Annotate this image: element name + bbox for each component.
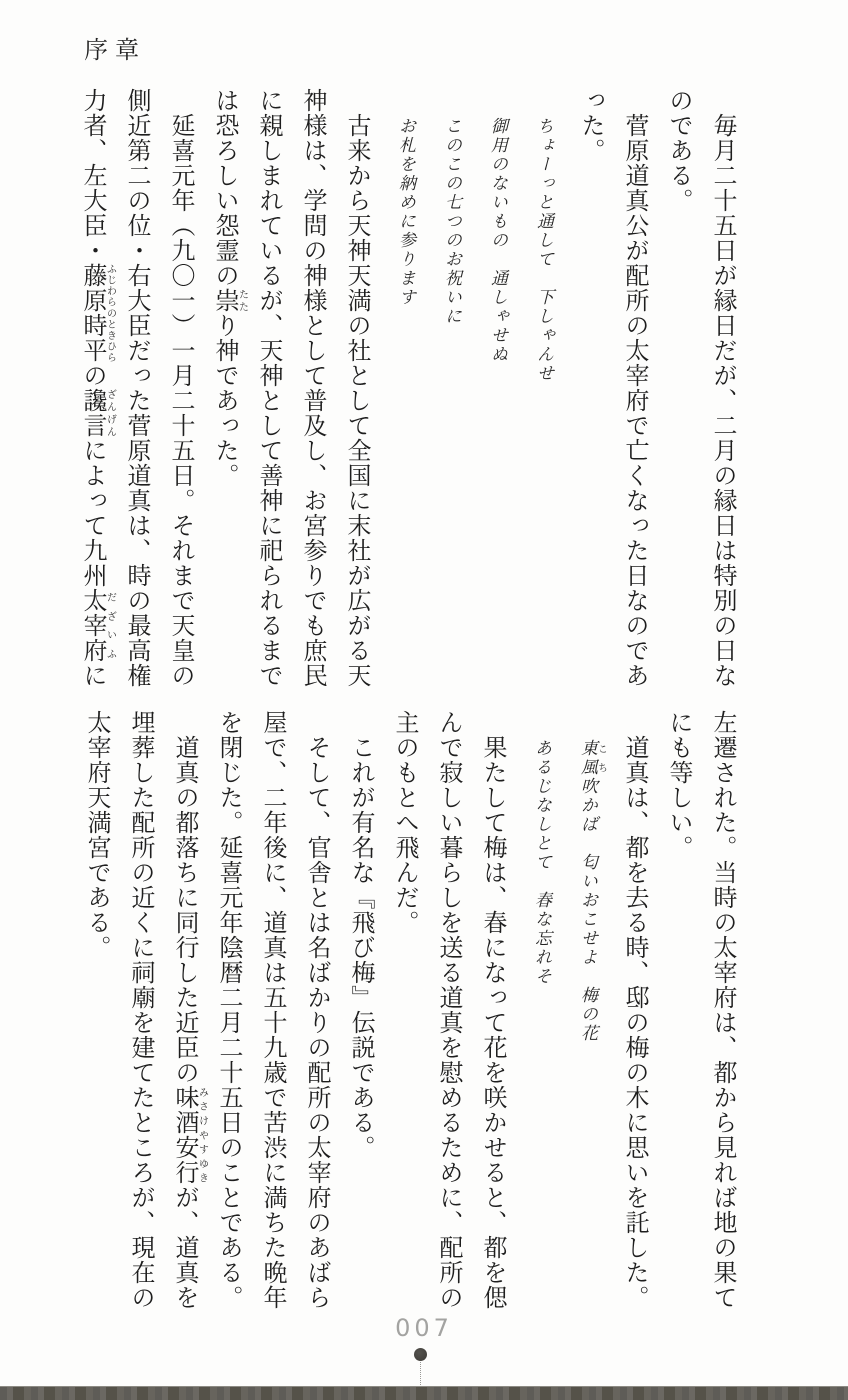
chapter-heading: 序章 <box>84 36 146 64</box>
text-run: の <box>79 363 107 388</box>
text-run: 菅原道真公が配所の太宰府で亡くなった日なのであ <box>621 88 649 688</box>
text-run: これが有名な『飛び梅』伝説である。 <box>347 710 375 1160</box>
ornament-dot-icon <box>414 1348 427 1361</box>
text-column <box>657 88 701 728</box>
text-run: 埋葬した配所の近くに祠廟を建てたところが、現在の <box>127 710 155 1310</box>
text-column <box>115 88 159 728</box>
verse-column <box>523 88 563 728</box>
text-column <box>247 88 291 728</box>
furigana-ruby: 讒言ざんげん <box>79 388 116 438</box>
text-run: に親しまれているが、天神として善神に祀られるまで <box>255 88 283 688</box>
text-run: 延喜元年（九〇一）一月二十五日。それまで天皇の <box>167 88 195 688</box>
furigana-ruby: 東風こち <box>577 739 607 777</box>
text-run: にも等しい。 <box>665 710 693 860</box>
page-bottom-edge <box>0 1386 848 1400</box>
lower-text-block <box>75 710 745 1350</box>
text-run: 太宰府天満宮である。 <box>83 710 111 960</box>
text-run: 屋で、二年後に、道真は五十九歳で苦渋に満ちた晩年 <box>259 710 287 1310</box>
text-column <box>203 88 247 728</box>
text-run: によって九州 <box>79 438 107 588</box>
text-run: 道真の都落ちに同行した近臣の <box>171 710 199 1085</box>
text-run: 左遷された。当時の太宰府は、都から見れば地の果て <box>709 710 737 1310</box>
text-column <box>71 88 115 728</box>
text-run: を閉じた。延喜元年陰暦二月二十五日のことである。 <box>215 710 243 1310</box>
text-run: 古来から天神天満の社として全国に末社が広がる天 <box>343 88 371 688</box>
text-column <box>427 710 471 1350</box>
text-column <box>569 88 613 728</box>
text-run: 道真は、都を去る時、邸の梅の木に思いを託した。 <box>621 710 649 1310</box>
text-column <box>207 710 251 1350</box>
furigana-ruby: 太宰府だざいふ <box>79 588 116 663</box>
text-run: は恐ろしい怨霊の <box>211 88 239 288</box>
text-run: に <box>79 663 107 688</box>
furigana-ruby: 味酒安行みさけやすゆき <box>171 1085 208 1185</box>
furigana-ruby: 藤原時平ふじわらのときひら <box>79 263 116 363</box>
furigana-ruby: 祟たた <box>211 288 248 313</box>
text-run <box>577 720 597 739</box>
text-run: 果たして梅は、春になって花を咲かせると、都を偲 <box>479 710 507 1310</box>
verse-column <box>567 710 607 1350</box>
text-run: り神であった。 <box>211 313 239 488</box>
text-column <box>119 710 163 1350</box>
text-column <box>701 710 745 1350</box>
verse-column <box>521 710 561 1350</box>
text-column <box>291 88 335 728</box>
verse-column <box>385 88 425 728</box>
text-run: んで寂しい暮らしを送る道真を慰めるために、配所の <box>435 710 463 1310</box>
text-run: 神様は、学問の神様として普及し、お宮参りでも庶民 <box>299 88 327 688</box>
text-run: お札を納めに参ります <box>395 98 415 307</box>
text-run: そして、官舎とは名ばかりの配所の太宰府のあばら <box>303 710 331 1310</box>
text-column <box>701 88 745 728</box>
verse-column <box>477 88 517 728</box>
text-column <box>383 710 427 1350</box>
text-run: 御用のないもの 通しゃせぬ <box>487 98 507 364</box>
text-column <box>471 710 515 1350</box>
text-column <box>339 710 383 1350</box>
verse-column <box>431 88 471 728</box>
text-run: った。 <box>577 88 605 163</box>
text-run: ちょーっと通して 下しゃんせ <box>533 98 553 383</box>
text-column <box>613 710 657 1350</box>
text-run: あるじなしとて 春な忘れそ <box>531 720 551 986</box>
text-column <box>613 88 657 728</box>
page-number: 007 <box>395 1314 453 1342</box>
text-run: 力者、左大臣・ <box>79 88 107 263</box>
text-column <box>163 710 207 1350</box>
text-column <box>335 88 379 728</box>
text-column <box>295 710 339 1350</box>
text-run: が、道真を <box>171 1185 199 1310</box>
text-run: 吹かば 匂いおこせよ 梅の花 <box>577 777 597 1043</box>
text-column <box>75 710 119 1350</box>
text-run: このこの七つのお祝いに <box>441 98 461 326</box>
upper-text-block <box>71 88 745 728</box>
text-run: 側近第二の位・右大臣だった菅原道真は、時の最高権 <box>123 88 151 688</box>
ornament-stem-line <box>420 1362 421 1387</box>
text-run: のである。 <box>665 88 693 213</box>
text-run: 主のもとへ飛んだ。 <box>391 710 419 935</box>
text-column <box>657 710 701 1350</box>
text-column <box>251 710 295 1350</box>
text-column <box>159 88 203 728</box>
text-run: 毎月二十五日が縁日だが、二月の縁日は特別の日な <box>709 88 737 688</box>
